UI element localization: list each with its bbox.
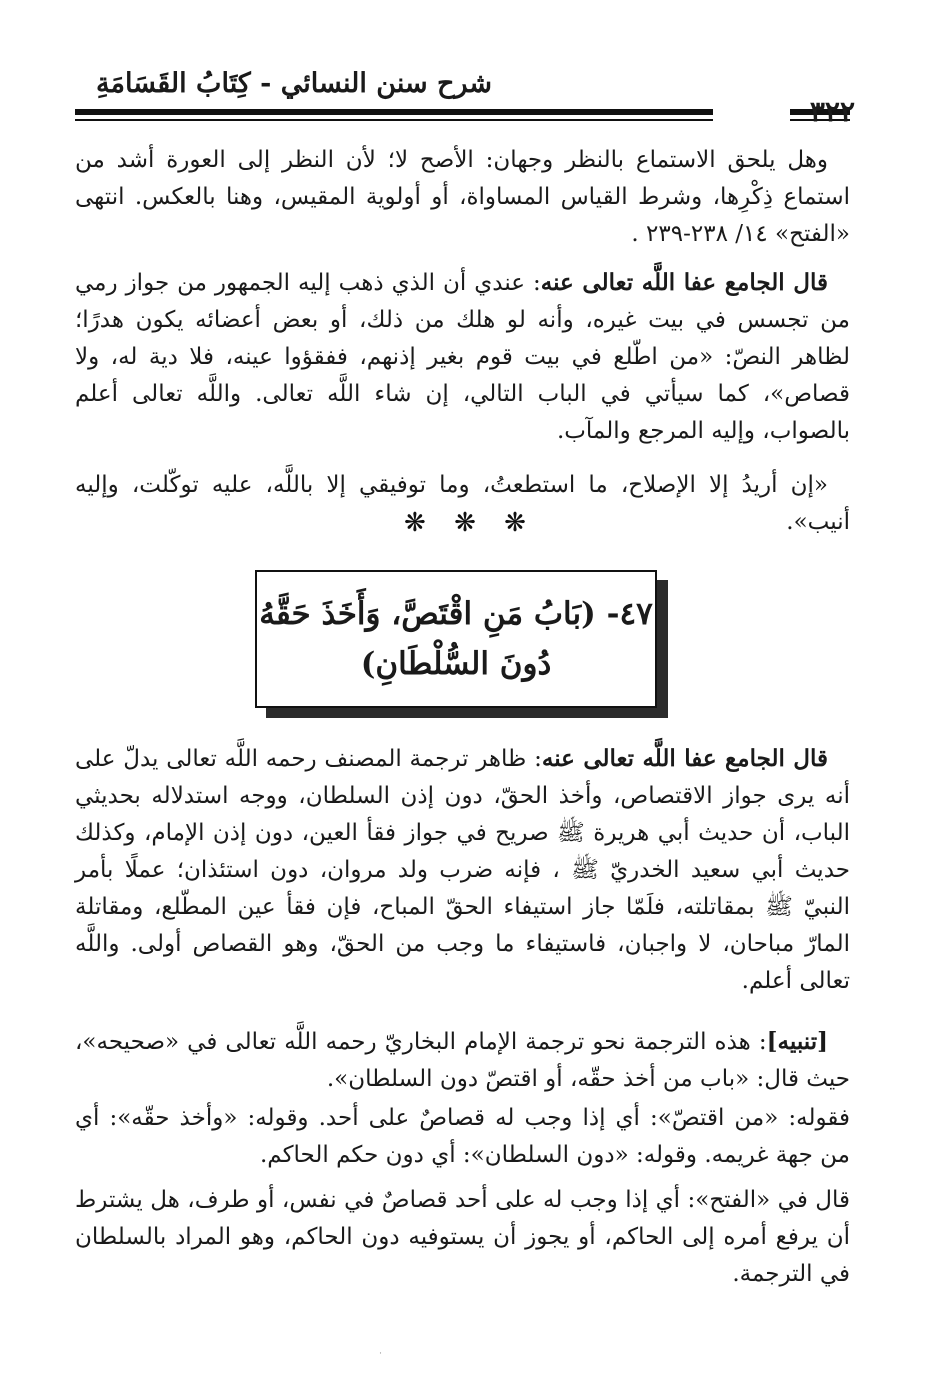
chapter-heading-line2: دُونَ السُّلْطَانِ) bbox=[360, 646, 552, 682]
scan-mark: ˙ bbox=[378, 1352, 383, 1363]
paragraph-compiler-note-2 bbox=[75, 740, 850, 1000]
notice-lead: [تنبيه] bbox=[766, 1028, 828, 1055]
chapter-heading-line1: ٤٧- (بَابُ مَنِ اقْتَصَّ، وَأَخَذَ حَقَّهُ bbox=[259, 596, 653, 632]
paragraph-hearing-ruling: وهل يلحق الاستماع بالنظر وجهان: الأصح لا؛ لأن النظر إلى العورة أشد من استماع ذِكْرِها، وشرط القياس المساواة، أو أولوية المقيس، وهنا بالعكس. انتهى «الفتح» ١٤/ ٢٣٨-٢٣٩ . bbox=[75, 147, 850, 247]
running-header-title: شرح سنن النسائي - كِتَابُ القَسَامَةِ bbox=[96, 68, 492, 99]
paragraph-notice bbox=[75, 1023, 850, 1098]
paragraph-compiler-note-1 bbox=[75, 264, 850, 450]
header-rule-thin bbox=[75, 119, 713, 121]
notice-text: : هذه الترجمة نحو ترجمة الإمام البخاريّ رحمه اللَّه تعالى في «صحيحه»، حيث قال: «باب من أخذ حقّه، أو اقتصّ دون السلطان». bbox=[75, 1029, 850, 1092]
section-separator: ❋ ❋ ❋ bbox=[404, 508, 536, 538]
header-rule-thick bbox=[75, 109, 713, 115]
page-number: ٣٢٢ bbox=[809, 95, 855, 128]
compiler-lead-1: قال الجامع عفا اللَّه تعالى عنه bbox=[540, 269, 828, 296]
compiler-note-2-text: : ظاهر ترجمة المصنف رحمه اللَّه تعالى يدلّ على أنه يرى جواز الاقتصاص، وأخذ الحقّ، دون إذن السلطان، ووجه استدلاله بحديثي الباب، أن حديث أبي هريرة ﷺ صريح في جواز فقأ العين، دون إذن الإمام، وكذلك حديث أبي سعيد الخدريّ ﷺ ، فإنه ضرب ولد مروان، دون استئذان؛ عملًا بأمر النبيّ ﷺ بمقاتلته، فلَمّا جاز استيفاء الحقّ المباح، فإن فقأ عين المطّلع، ومقاتلة المارّ مباحان، لا واجبان، فاستيفاء ما وجب من الحقّ، وهو القصاص أولى. واللَّه تعالى أعلم. bbox=[75, 746, 850, 994]
paragraph-fath-quote: قال في «الفتح»: أي إذا وجب له على أحد قصاصٌ في نفس، أو طرف، هل يشترط أن يرفع أمره إلى الحاكم، أو يجوز أن يستوفيه دون الحاكم، وهو المراد بالسلطان في الترجمة. bbox=[75, 1187, 850, 1287]
closing-quote: «إن أريدُ إلا الإصلاح، ما استطعتُ، وما توفيقي إلا باللَّه، عليه توكّلت، وإليه أنيب». bbox=[75, 472, 850, 535]
compiler-lead-2: قال الجامع عفا اللَّه تعالى عنه bbox=[541, 745, 829, 772]
compiler-note-1-text: : عندي أن الذي ذهب إليه الجمهور من جواز رمي من تجسس في بيت غيره، وأنه لو هلك من ذلك، أو بعض أعضائه يكون هدرًا؛ لظاهر النصّ: «من اطّلع في بيت قوم بغير إذنهم، ففقؤوا عينه، فلا دية له، ولا قصاص»، كما سيأتي في الباب التالي، إن شاء اللَّه تعالى. واللَّه تعالى أعلم بالصواب، وإليه المرجع والمآب. bbox=[75, 270, 850, 444]
paragraph-explanation: فقوله: «من اقتصّ»: أي إذا وجب له قصاصٌ على أحد. وقوله: «وأخذ حقّه»: أي من جهة غريمه. وقوله: «دون السلطان»: أي دون حكم الحاكم. bbox=[75, 1105, 850, 1168]
chapter-heading-box bbox=[255, 570, 657, 708]
